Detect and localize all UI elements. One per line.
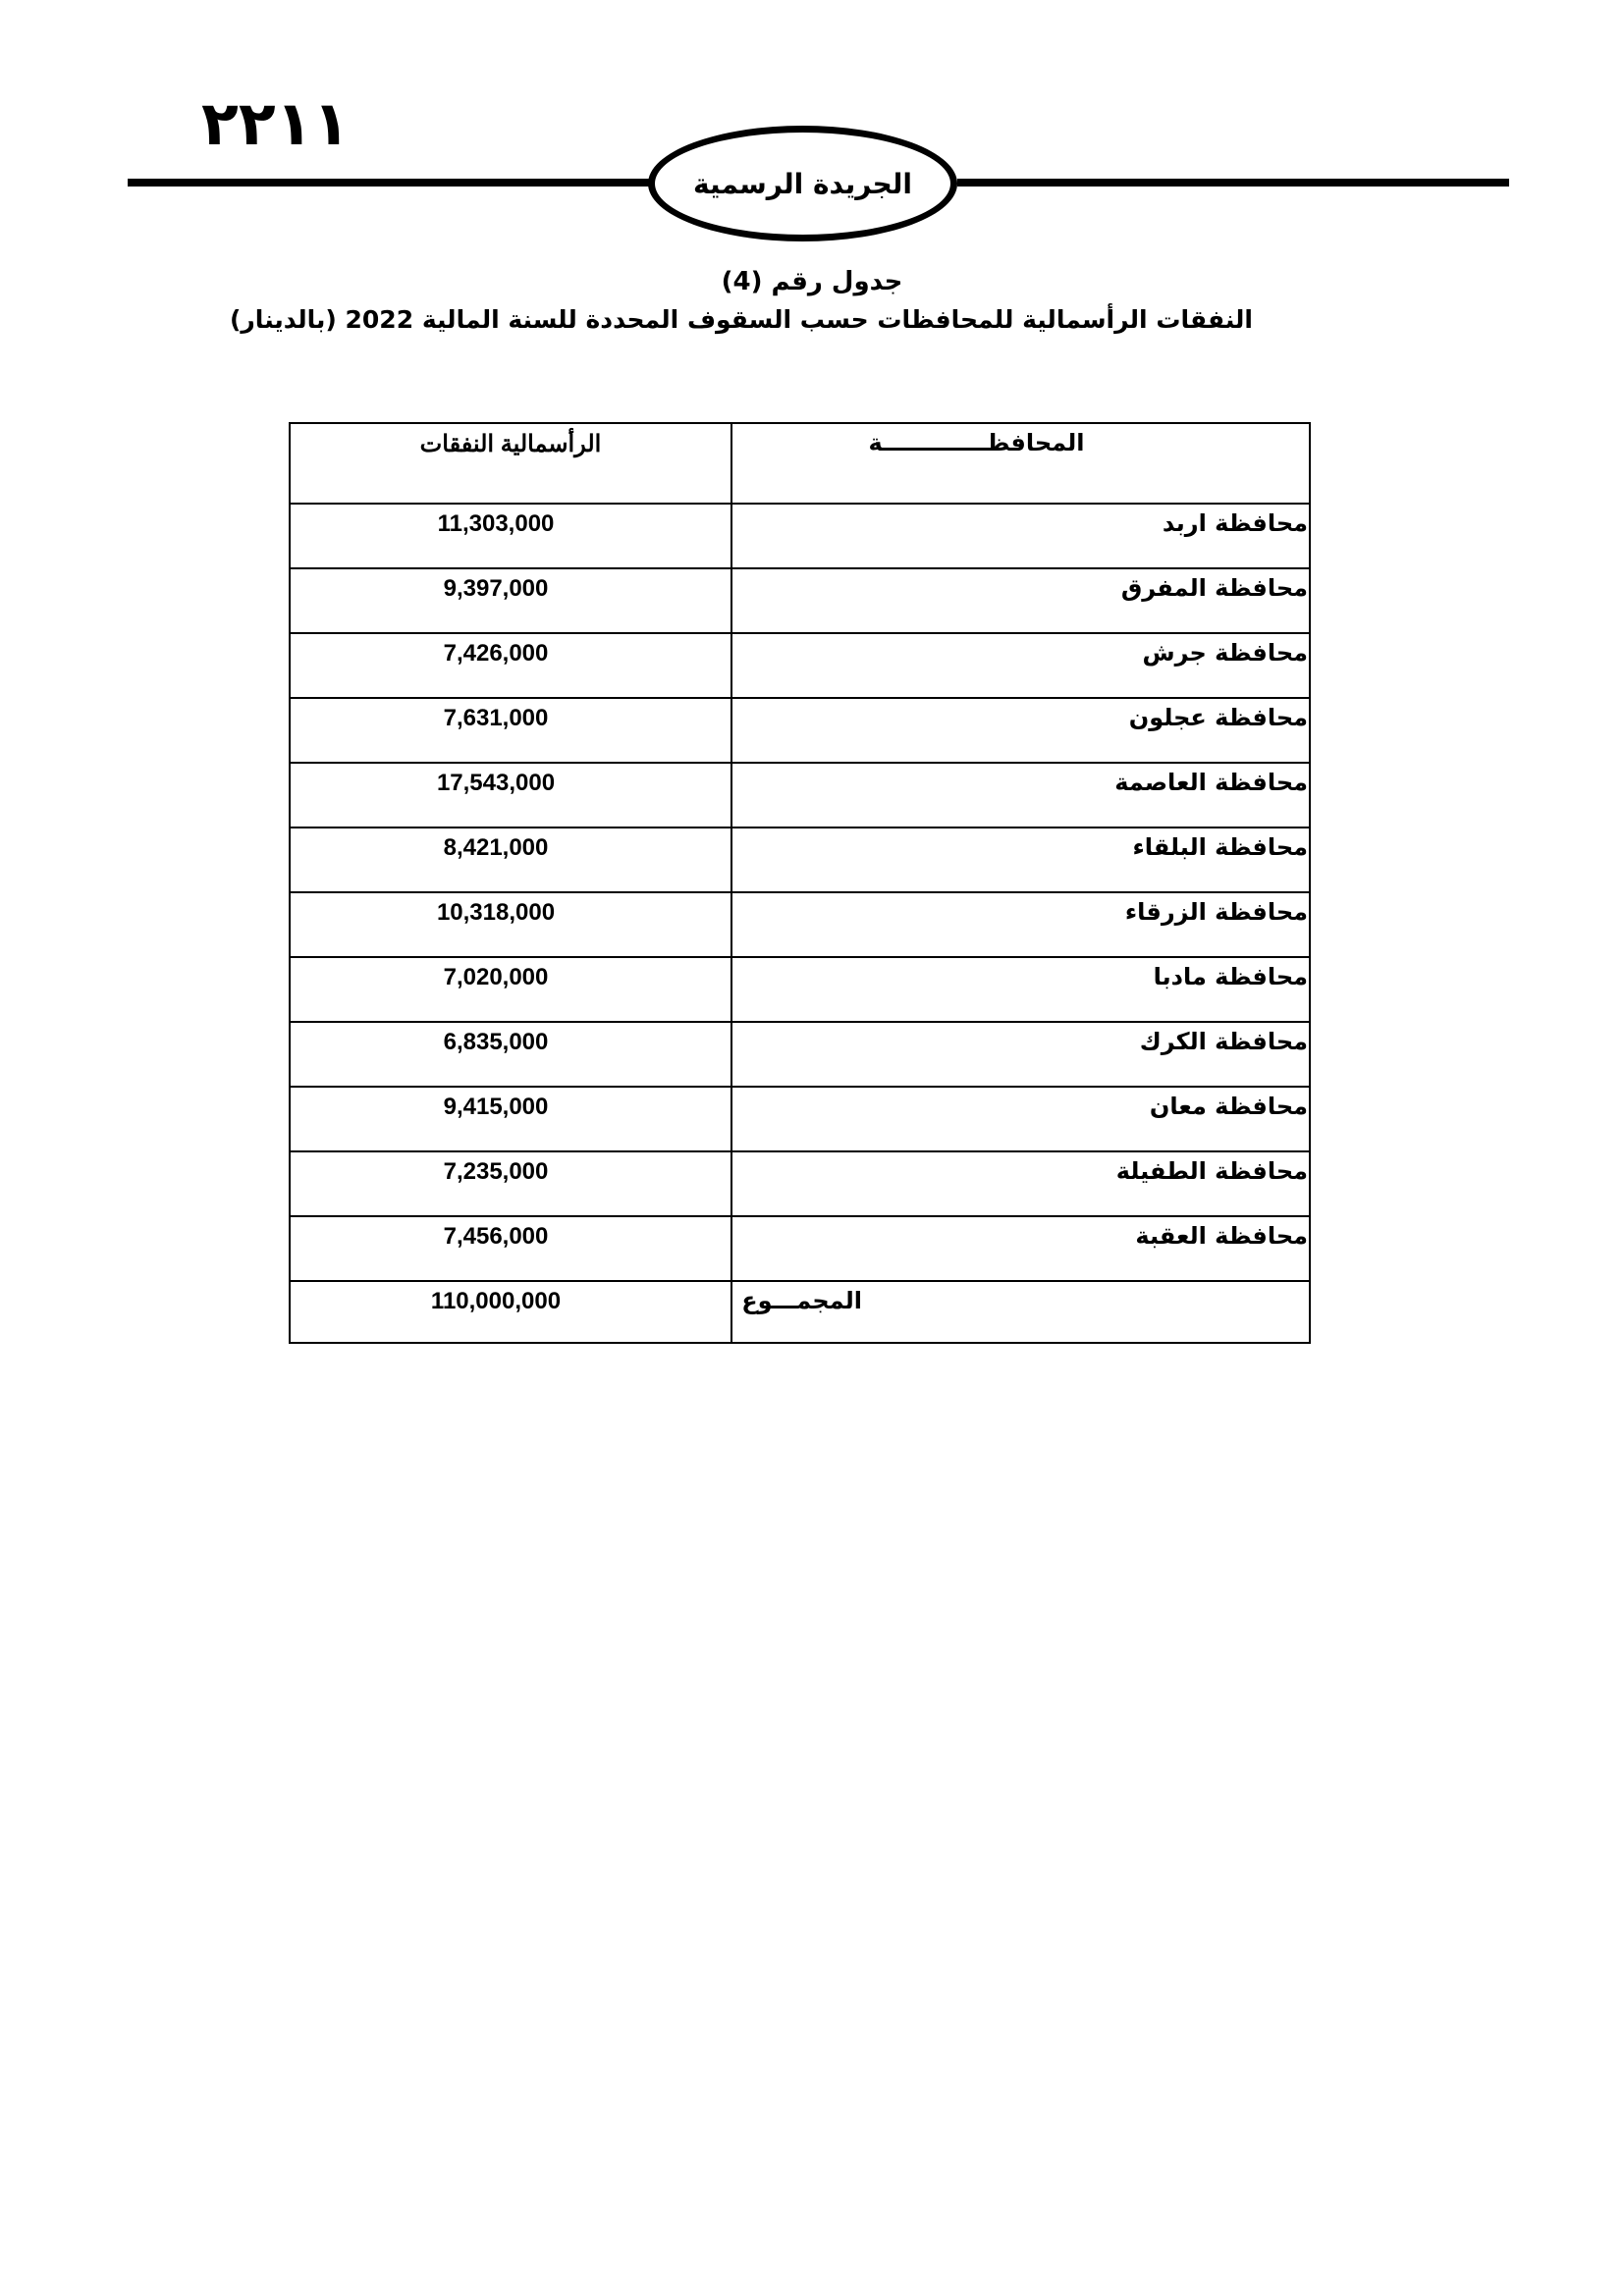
amount-cell: 6,835,000 [290, 1022, 731, 1087]
page-number: ٢٢١١ [201, 87, 351, 159]
masthead-title: الجريدة الرسمية [693, 167, 912, 200]
amount-cell: 9,397,000 [290, 568, 731, 633]
header-capital-expenditure: الرأسمالية النفقات [290, 423, 731, 504]
table-row [290, 1087, 1310, 1151]
table-row [290, 504, 1310, 568]
expenditure-table [289, 422, 1311, 1344]
table-number: جدول رقم (4) [721, 267, 903, 296]
total-amount-cell: 110,000,000 [290, 1281, 731, 1343]
governorate-cell: محافظة العقبة [731, 1216, 1310, 1281]
table-row [290, 763, 1310, 828]
governorate-cell: محافظة مادبا [731, 957, 1310, 1022]
governorate-cell: محافظة عجلون [731, 698, 1310, 763]
governorate-cell: محافظة الزرقاء [731, 892, 1310, 957]
amount-cell: 7,631,000 [290, 698, 731, 763]
amount-cell: 7,426,000 [290, 633, 731, 698]
governorate-cell: محافظة البلقاء [731, 828, 1310, 892]
amount-cell: 7,020,000 [290, 957, 731, 1022]
table-row [290, 828, 1310, 892]
table-row [290, 698, 1310, 763]
table-row [290, 568, 1310, 633]
governorate-cell: محافظة العاصمة [731, 763, 1310, 828]
amount-cell: 7,235,000 [290, 1151, 731, 1216]
amount-cell: 8,421,000 [290, 828, 731, 892]
header-rule-right [957, 179, 1509, 187]
table-row [290, 1216, 1310, 1281]
total-label-cell: المجمـــوع [731, 1281, 1310, 1343]
header-rule-left [128, 179, 653, 187]
amount-cell: 9,415,000 [290, 1087, 731, 1151]
table-total-row [290, 1281, 1310, 1343]
governorate-cell: محافظة معان [731, 1087, 1310, 1151]
table-row [290, 1022, 1310, 1087]
header-governorate: المحافظـــــــــــــة [731, 423, 1310, 504]
governorate-cell: محافظة جرش [731, 633, 1310, 698]
table-row [290, 892, 1310, 957]
amount-cell: 17,543,000 [290, 763, 731, 828]
amount-cell: 7,456,000 [290, 1216, 731, 1281]
amount-cell: 10,318,000 [290, 892, 731, 957]
governorate-cell: محافظة اربد [731, 504, 1310, 568]
governorate-cell: محافظة الطفيلة [731, 1151, 1310, 1216]
masthead-oval [648, 126, 957, 241]
amount-cell: 11,303,000 [290, 504, 731, 568]
governorate-cell: محافظة المفرق [731, 568, 1310, 633]
table-row [290, 957, 1310, 1022]
table-header-row [290, 423, 1310, 504]
table-title: النفقات الرأسمالية للمحافظات حسب السقوف المحددة للسنة المالية 2022 (بالدينار) [229, 305, 1253, 334]
governorate-cell: محافظة الكرك [731, 1022, 1310, 1087]
table-row [290, 633, 1310, 698]
table-row [290, 1151, 1310, 1216]
